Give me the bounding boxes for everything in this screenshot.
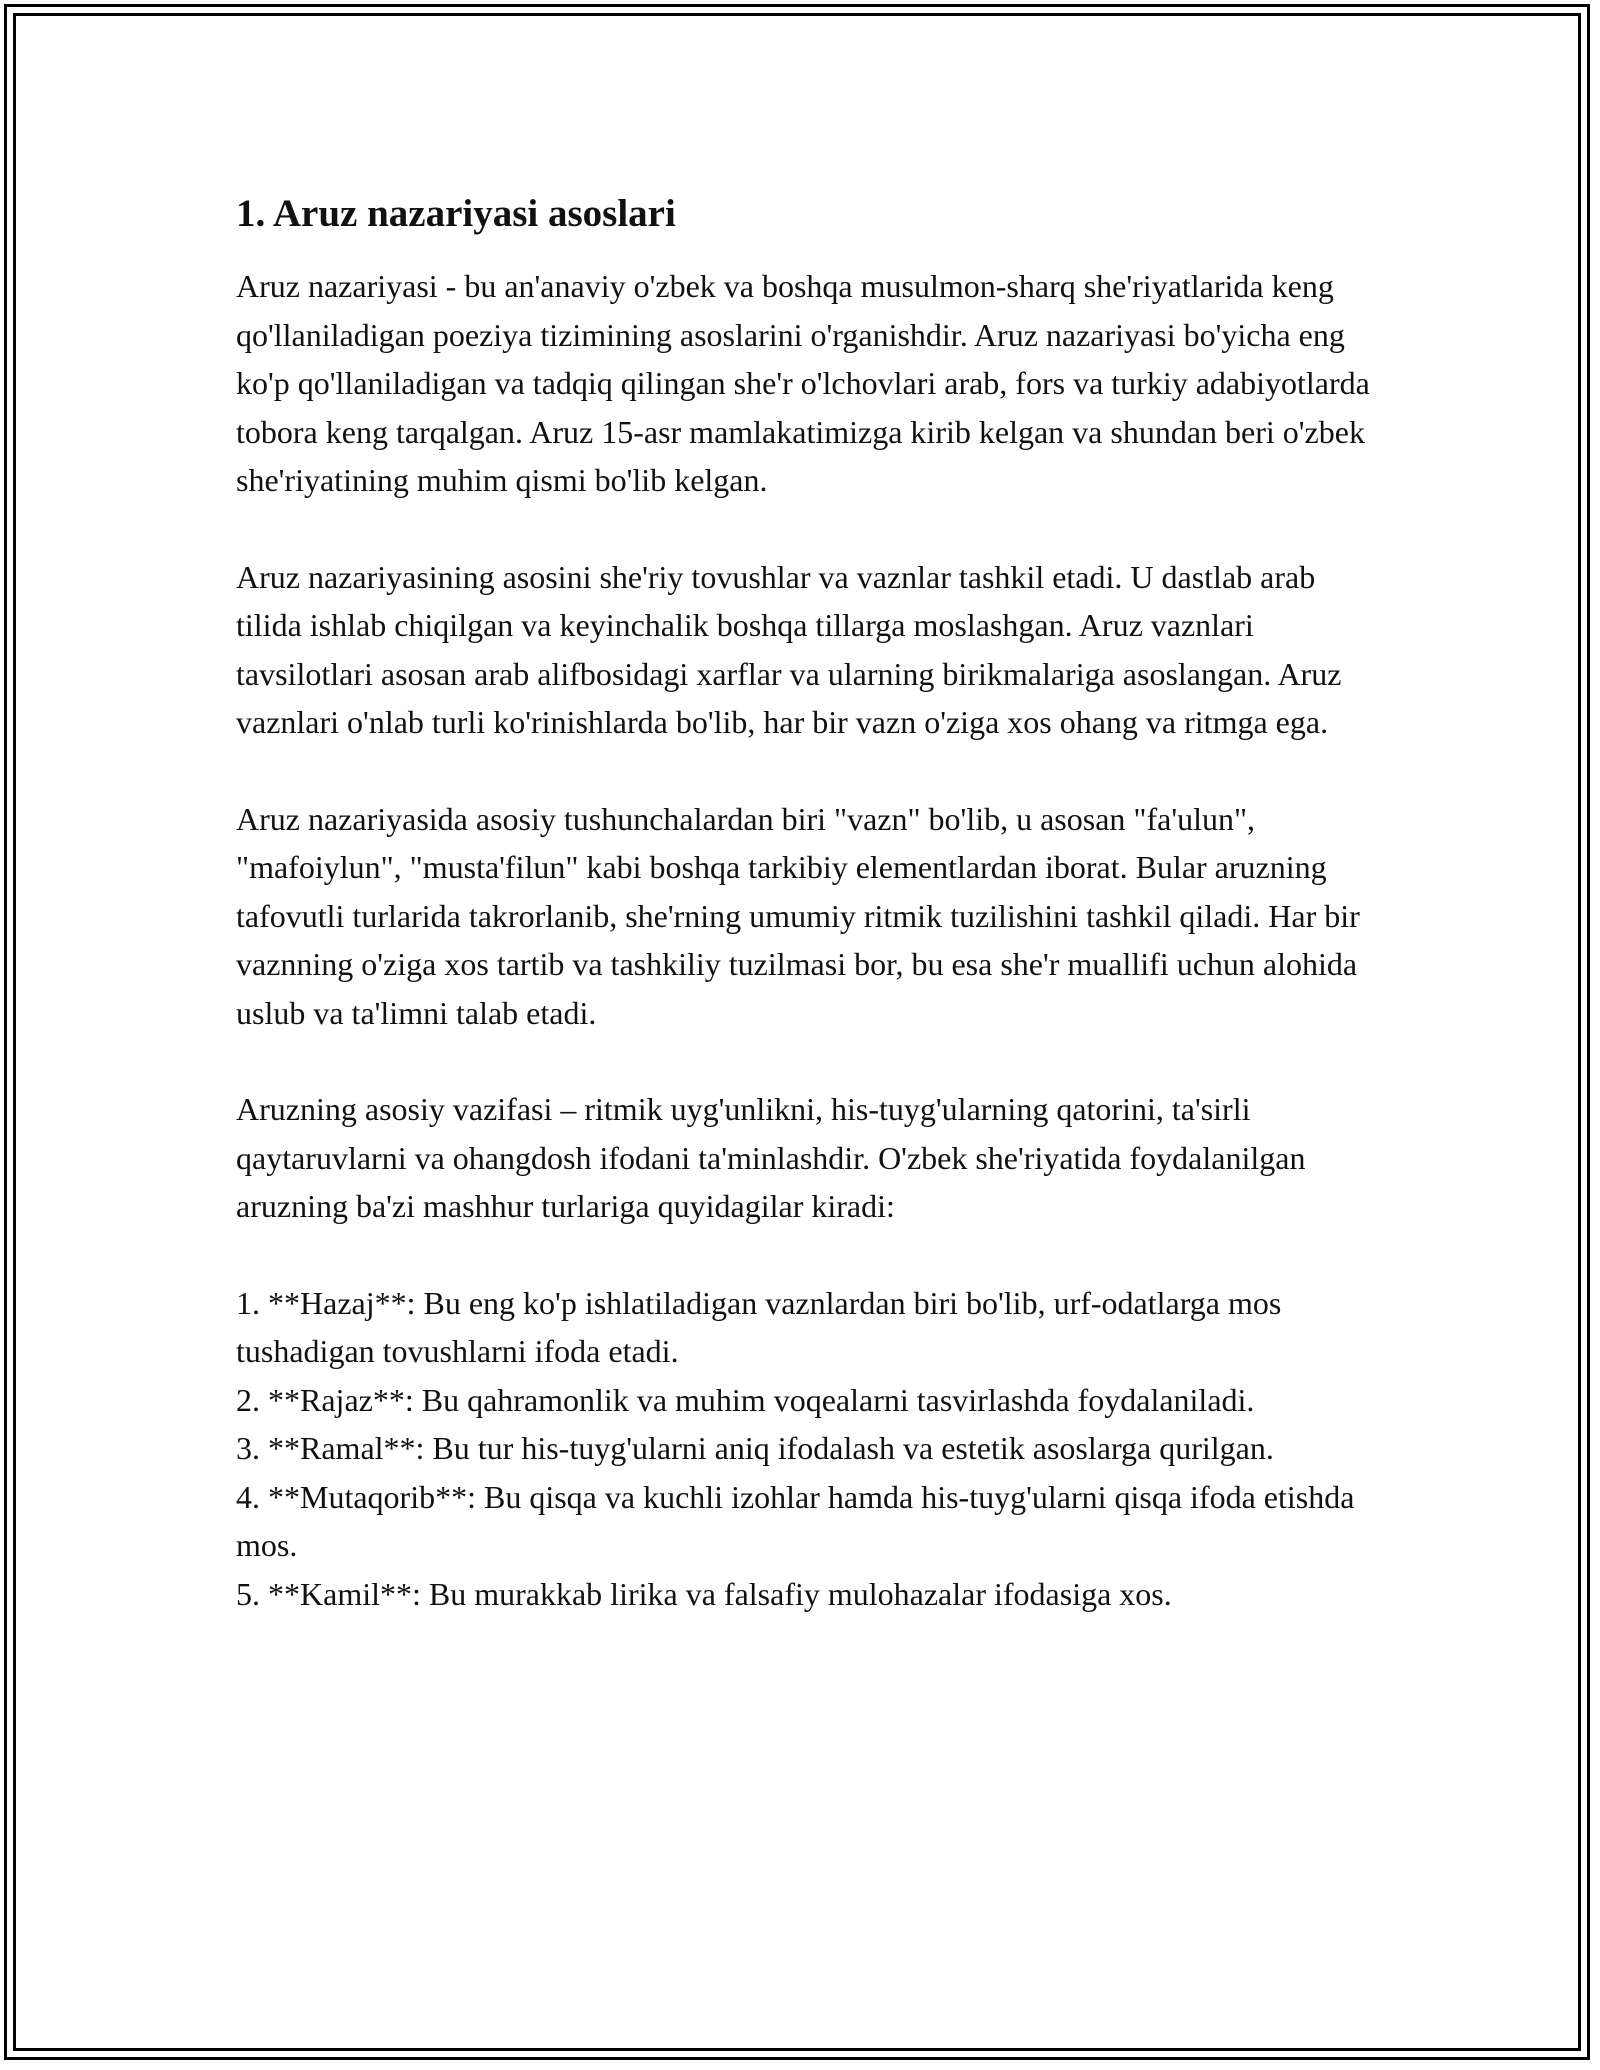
section-heading: 1. Aruz nazariyasi asoslari (236, 192, 676, 235)
list-item: 5. **Kamil**: Bu murakkab lirika va falsafiy mulohazalar ifodasiga xos. (236, 1575, 1172, 1612)
document-body (236, 184, 1376, 1618)
list-item: 3. **Ramal**: Bu tur his-tuyg'ularni aniq ifodalash va estetik asoslarga qurilgan. (236, 1430, 1274, 1466)
list-item: 4. **Mutaqorib**: Bu qisqa va kuchli izohlar hamda his-tuyg'ularni qisqa ifoda etishda mos. (236, 1478, 1355, 1563)
list-item: 1. **Hazaj**: Bu eng ko'p ishlatiladigan vaznlardan biri bo'lib, urf-odatlarga mos tushadigan tovushlarni ifoda etadi. (236, 1284, 1282, 1369)
meter-list (236, 1279, 1376, 1619)
paragraph-3: Aruz nazariyasida asosiy tushunchalardan biri "vazn" bo'lib, u asosan "fa'ulun", "mafoiylun", "musta'filun" kabi boshqa tarkibiy elementlardan iborat. Bular aruzning tafovutli turlarida takrorlanib, she'rning umumiy ritmik tuzilishini tashkil qiladi. Har bir vaznning o'ziga xos tartib va tashkiliy tuzilmasi bor, bu esa she'r muallifi uchun alohida uslub va ta'limni talab etadi. (236, 800, 1360, 1031)
paragraph-1: Aruz nazariyasi - bu an'anaviy o'zbek va boshqa musulmon-sharq she'riyatlarida keng qo'llaniladigan poeziya tizimining asoslarini o'rganishdir. Aruz nazariyasi bo'yicha eng ko'p qo'llaniladigan va tadqiq qilingan she'r o'lchovlari arab, fors va turkiy adabiyotlarda tobora keng tarqalgan. Aruz 15-asr mamlakatimizga kirib kelgan va shundan beri o'zbek she'riyatining muhim qismi bo'lib kelgan. (236, 268, 1370, 498)
paragraph-2: Aruz nazariyasining asosini she'riy tovushlar va vaznlar tashkil etadi. U dastlab arab tilida ishlab chiqilgan va keyinchalik boshqa tillarga moslashgan. Aruz vaznlari tavsilotlari asosan arab alifbosidagi xarflar va ularning birikmalariga asoslangan. Aruz vaznlari o'nlab turli ko'rinishlarda bo'lib, har bir vazn o'ziga xos ohang va ritmga ega. (236, 558, 1342, 740)
paragraph-4: Aruzning asosiy vazifasi – ritmik uyg'unlikni, his-tuyg'ularning qatorini, ta'sirli qaytaruvlarni va ohangdosh ifodani ta'minlashdir. O'zbek she'riyatida foydalanilgan aruzning ba'zi mashhur turlariga quyidagilar kiradi: (236, 1091, 1306, 1224)
list-item: 2. **Rajaz**: Bu qahramonlik va muhim voqealarni tasvirlashda foydalaniladi. (236, 1381, 1255, 1418)
